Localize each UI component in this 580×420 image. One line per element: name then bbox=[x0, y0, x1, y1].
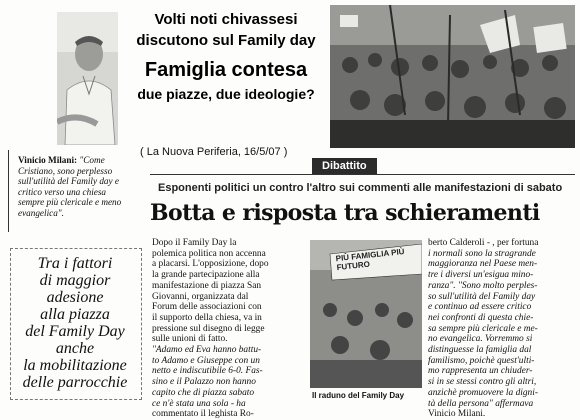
portrait-caption bbox=[18, 155, 130, 219]
header-title: Famiglia contesa bbox=[144, 59, 308, 81]
col1-line: "Adamo ed Eva hanno battu- bbox=[152, 345, 262, 356]
col1-line: ce n'è stata una sola - ha bbox=[152, 398, 246, 409]
col1-line: to Adamo e Giuseppe con un bbox=[152, 355, 260, 366]
col2-line: no evangelica. Vorremmo si bbox=[428, 334, 533, 345]
caption-rule bbox=[8, 150, 9, 232]
pull-quote bbox=[12, 255, 138, 391]
col2-line: anzichè promuovere la digni- bbox=[428, 387, 538, 398]
col2-line: berto Calderoli - , per fortuna bbox=[428, 238, 539, 248]
col2-line: tà della persona" affermava bbox=[428, 398, 534, 409]
col1-line: manifestazione di piazza San bbox=[152, 280, 262, 291]
col2-line: i normali sono la stragrande bbox=[428, 248, 536, 259]
col1-line: la grande partecipazione alla bbox=[152, 270, 260, 281]
pull-quote-line6: anche bbox=[55, 340, 95, 357]
kicker: Esponenti politici un contro l'altro sui commenti alle manifestazioni di sabato bbox=[158, 182, 563, 194]
col1-line: sulle unioni di fatto. bbox=[152, 334, 228, 345]
col2-line: maggioranza nel Paese men- bbox=[428, 259, 538, 270]
header-line1: Volti noti chivassesi bbox=[154, 11, 298, 28]
crowd-photo bbox=[330, 5, 575, 148]
col1-line: polemica politica non accenna bbox=[152, 248, 266, 259]
col2-line: ranza". "Sono molto perples- bbox=[428, 280, 538, 291]
photo-caption: Il raduno del Family Day bbox=[312, 391, 405, 400]
col2-line: nei confronti di questa chie- bbox=[428, 312, 534, 323]
col2-line: mo rappresenta un chiuder- bbox=[428, 366, 533, 377]
col1-line: Dopo il Family Day la bbox=[152, 238, 237, 248]
col1-line: pressione sul disegno di legge bbox=[152, 323, 265, 334]
col2-line: so sull'utilità del Family day bbox=[428, 291, 536, 302]
col1-line: Giovanni, organizzata dal bbox=[152, 291, 249, 302]
col2-line: e continuo ad essere critico bbox=[428, 302, 532, 313]
col2-line: Vinicio Milani. bbox=[428, 409, 486, 420]
pull-quote-line2: di maggior bbox=[39, 272, 111, 289]
pull-quote-line3: adesione bbox=[46, 289, 104, 306]
pull-quote-line8: delle parrocchie bbox=[22, 374, 128, 391]
col1-line: Forum delle associazioni con bbox=[152, 302, 262, 313]
article-column-2 bbox=[428, 238, 574, 420]
pull-quote-line5: del Family Day bbox=[25, 323, 125, 340]
section-rule bbox=[150, 174, 575, 175]
col1-line: capito che di piazza sabato bbox=[152, 387, 255, 398]
col2-line: si in se stessi contro gli altri, bbox=[428, 377, 537, 388]
col2-line: familismo, poichè quest'ulti- bbox=[428, 355, 535, 366]
col1-line: commentato il leghista Ro- bbox=[152, 409, 254, 420]
col2-line: sa sempre più clericale e me- bbox=[428, 323, 538, 334]
col1-line: sino e il Palazzo non hanno bbox=[152, 377, 256, 388]
article-headline: Botta e risposta tra schieramenti bbox=[150, 200, 540, 226]
pull-quote-line7: la mobilitazione bbox=[23, 357, 127, 374]
section-tag: Dibattito bbox=[312, 158, 377, 174]
pull-quote-line4: alla piazza bbox=[40, 306, 110, 323]
source-line: ( La Nuova Periferia, 16/5/07 ) bbox=[140, 146, 288, 158]
pull-quote-line1: Tra i fattori bbox=[37, 255, 113, 272]
col1-line: netto e indiscutibile 6-0. Fas- bbox=[152, 366, 263, 377]
col1-line: il supporto della chiesa, va in bbox=[152, 312, 262, 323]
portrait-photo bbox=[57, 12, 118, 145]
caption-quote: "Come Cristiano, sono perplesso sull'utilità del Family day e critico verso una chiesa sempre più clericale e meno evangelica". bbox=[18, 155, 122, 218]
col2-line: distinguesse la famiglia dal bbox=[428, 345, 532, 356]
col2-line: tre i diversi un'esigua mino- bbox=[428, 270, 534, 281]
header-subtitle: due piazze, due ideologie? bbox=[137, 86, 315, 102]
rally-banner-text: PIÙ FAMIGLIA PIÙ FUTURO bbox=[335, 247, 405, 273]
caption-name: Vinicio Milani: bbox=[18, 155, 78, 165]
header-line2: discutono sul Family day bbox=[136, 32, 316, 49]
col1-line: a placarsi. L'opposizione, dopo bbox=[152, 259, 269, 270]
article-column-1 bbox=[152, 238, 302, 420]
